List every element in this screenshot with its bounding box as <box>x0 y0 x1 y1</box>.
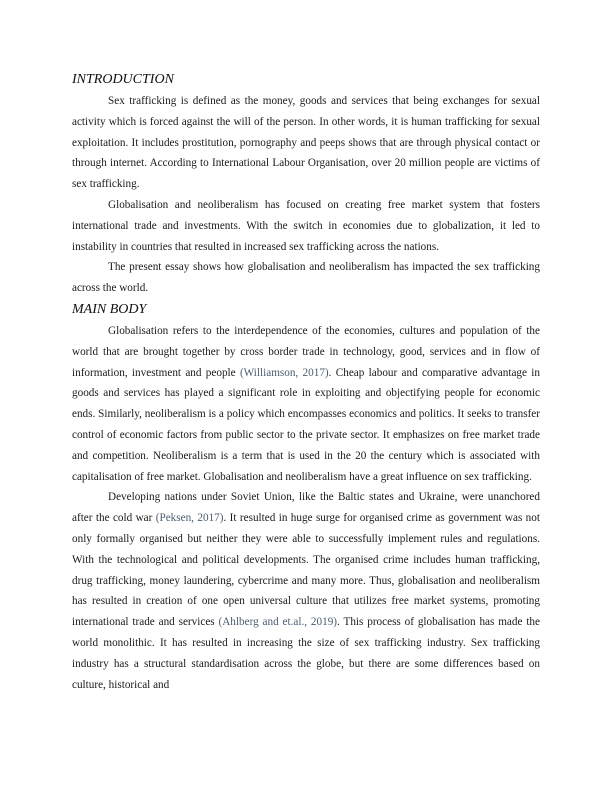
citation-williamson: (Williamson, 2017) <box>239 366 329 379</box>
section-heading-main-body: MAIN BODY <box>72 301 147 317</box>
paragraph-text: Globalisation refers to the interdependence of the economies, cultures and population of the world that are brought together by cross border trade in technology, good, services and in flow of information, investment and people <box>72 324 540 379</box>
intro-paragraph-3 <box>72 257 540 299</box>
paragraph-text: Sex trafficking is defined as the money, goods and services that being exchanges for sexual activity which is forced against the will of the person. In other words, it is human trafficking for sexual exploitation. It includes prostitution, pornography and peeps shows that are through physical contact or through internet. According to International Labour Organisation, over 20 million people are victims of sex trafficking. <box>72 95 540 191</box>
citation-ahlberg: (Ahlberg and et.al., 2019) <box>218 616 338 629</box>
paragraph-text: . Cheap labour and comparative advantage in goods and services has played a significant role in exploiting and objectifying people for economic ends. Similarly, neoliberalism is a policy which encompasses economics and politics. It seeks to transfer control of economic factors from public sector to the private sector. It emphasizes on free market trade and competition. Neoliberalism is a term that is used in the 20 the century which is associated with capitalisation of free market. Globalisation and neoliberalism have a great influence on sex trafficking. <box>72 366 540 483</box>
paragraph-text: Globalisation and neoliberalism has focused on creating free market system that fosters international trade and investments. With the switch in economies due to globalization, it led to instability in countries that resulted in increased sex trafficking across the nations. <box>72 198 540 253</box>
citation-peksen: (Peksen, 2017) <box>155 512 224 525</box>
main-body-paragraph-1 <box>72 321 540 487</box>
intro-paragraph-2 <box>72 195 540 257</box>
paragraph-text: The present essay shows how globalisation and neoliberalism has impacted the sex trafficking across the world. <box>72 261 540 295</box>
paragraph-text: . It resulted in huge surge for organised crime as government was not only formally organised but neither they were able to successfully implement rules and regulations. With the technological and political developments. The organised crime includes human trafficking, drug trafficking, money laundering, cybercrime and many more. Thus, globalisation and neoliberalism has resulted in creation of one open universal culture that utilizes free market systems, promoting international trade and services <box>72 512 540 629</box>
main-body-paragraph-2 <box>72 487 540 695</box>
paragraph-text: . This process of globalisation has made the world monolithic. It has resulted in increasing the size of sex trafficking industry. Sex trafficking industry has a structural standardisation across the globe, but there are some differences based on culture, historical and <box>72 616 540 691</box>
section-heading-introduction: INTRODUCTION <box>72 72 174 87</box>
document-page <box>72 70 540 695</box>
intro-paragraph-1 <box>72 91 540 195</box>
paragraph-text: Developing nations under Soviet Union, like the Baltic states and Ukraine, were unanchored after the cold war <box>72 491 540 525</box>
